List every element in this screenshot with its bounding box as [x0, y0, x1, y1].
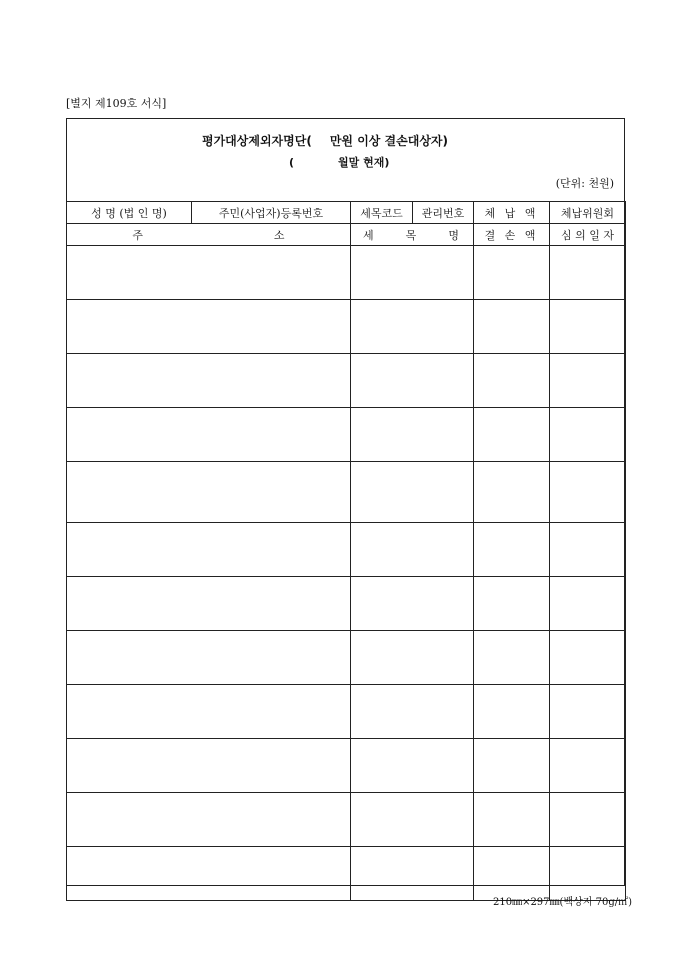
cell-review-date[interactable] — [550, 246, 626, 300]
cell-tax-name[interactable] — [351, 739, 474, 793]
title-main: 평가대상제외자명단( — [202, 134, 312, 148]
header-arrears: 체 납 액 — [474, 202, 550, 224]
cell-tax-name[interactable] — [351, 577, 474, 631]
form-sheet — [66, 118, 625, 886]
header-address-a: 주 — [132, 228, 144, 242]
cell-tax-name[interactable] — [351, 462, 474, 523]
cell-loss[interactable] — [474, 685, 550, 739]
table-row — [67, 739, 626, 793]
cell-address[interactable] — [67, 246, 351, 300]
cell-review-date[interactable] — [550, 739, 626, 793]
cell-address[interactable] — [67, 462, 351, 523]
paper-spec: 210㎜×297㎜(백상지 70g/㎡) — [492, 897, 632, 908]
table-row — [67, 793, 626, 847]
header-loss: 결 손 액 — [474, 224, 550, 246]
cell-loss[interactable] — [474, 739, 550, 793]
cell-loss[interactable] — [474, 300, 550, 354]
cell-tax-name[interactable] — [351, 408, 474, 462]
cell-review-date[interactable] — [550, 793, 626, 847]
table-row — [67, 462, 626, 523]
cell-loss[interactable] — [474, 354, 550, 408]
cell-review-date[interactable] — [550, 685, 626, 739]
cell-tax-name[interactable] — [351, 300, 474, 354]
header-tax-name-c: 명 — [448, 228, 459, 242]
cell-tax-name[interactable] — [351, 523, 474, 577]
cell-loss[interactable] — [474, 523, 550, 577]
header-name: 성 명 (법 인 명) — [67, 202, 192, 224]
header-review-date: 심 의 일 자 — [550, 224, 626, 246]
title-suffix: 만원 이상 결손대상자) — [329, 134, 448, 148]
header-tax-name — [351, 224, 474, 246]
table-row — [67, 523, 626, 577]
cell-review-date[interactable] — [550, 523, 626, 577]
cell-address[interactable] — [67, 354, 351, 408]
table-row — [67, 246, 626, 300]
cell-loss[interactable] — [474, 246, 550, 300]
table-row — [67, 354, 626, 408]
cell-review-date[interactable] — [550, 462, 626, 523]
form-header — [67, 119, 624, 201]
form-subtitle — [289, 154, 389, 170]
cell-review-date[interactable] — [550, 300, 626, 354]
cell-loss[interactable] — [474, 631, 550, 685]
cell-review-date[interactable] — [550, 408, 626, 462]
cell-address[interactable] — [67, 847, 351, 901]
cell-address[interactable] — [67, 631, 351, 685]
cell-tax-name[interactable] — [351, 793, 474, 847]
cell-review-date[interactable] — [550, 577, 626, 631]
subtitle-suffix: 월말 현재) — [338, 156, 390, 169]
table-row — [67, 631, 626, 685]
cell-address[interactable] — [67, 739, 351, 793]
cell-loss[interactable] — [474, 408, 550, 462]
header-mgmt-no: 관리번호 — [413, 202, 474, 224]
unit-label: (단위: 천원) — [555, 177, 614, 190]
header-reg-no: 주민(사업자)등록번호 — [192, 202, 351, 224]
table-row — [67, 300, 626, 354]
cell-loss[interactable] — [474, 793, 550, 847]
cell-review-date[interactable] — [550, 631, 626, 685]
header-tax-name-a: 세 — [363, 228, 374, 242]
cell-tax-name[interactable] — [351, 631, 474, 685]
form-title — [202, 132, 448, 149]
cell-tax-name[interactable] — [351, 354, 474, 408]
cell-address[interactable] — [67, 577, 351, 631]
cell-address[interactable] — [67, 523, 351, 577]
record-table — [66, 201, 626, 901]
cell-review-date[interactable] — [550, 354, 626, 408]
form-label: [별지 제109호 서식] — [66, 97, 167, 110]
cell-address[interactable] — [67, 300, 351, 354]
cell-tax-name[interactable] — [351, 847, 474, 901]
cell-loss[interactable] — [474, 577, 550, 631]
header-committee: 체납위원회 — [550, 202, 626, 224]
header-tax-code: 세목코드 — [351, 202, 413, 224]
header-row-1 — [67, 202, 626, 224]
cell-address[interactable] — [67, 793, 351, 847]
cell-tax-name[interactable] — [351, 246, 474, 300]
header-tax-name-b: 목 — [405, 228, 417, 242]
cell-loss[interactable] — [474, 462, 550, 523]
cell-address[interactable] — [67, 685, 351, 739]
header-address-b: 소 — [273, 228, 285, 242]
table-row — [67, 577, 626, 631]
table-row — [67, 408, 626, 462]
cell-address[interactable] — [67, 408, 351, 462]
header-row-2 — [67, 224, 626, 246]
table-row — [67, 685, 626, 739]
cell-tax-name[interactable] — [351, 685, 474, 739]
subtitle-open: ( — [289, 156, 295, 169]
header-address — [67, 224, 351, 246]
